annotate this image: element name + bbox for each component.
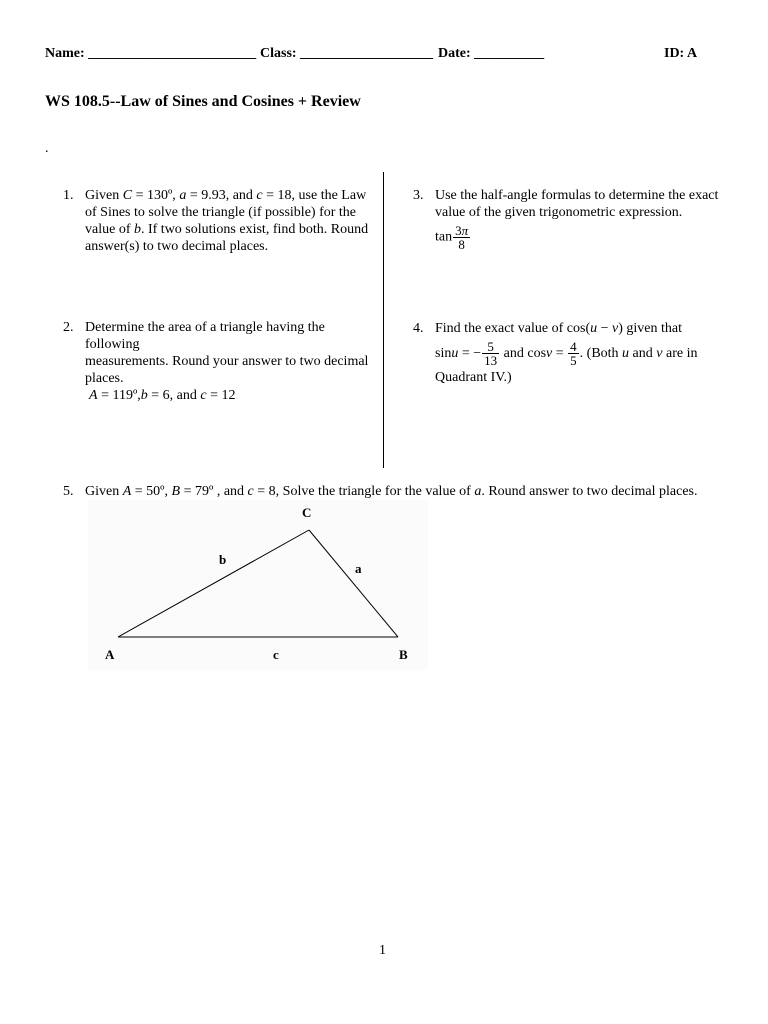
coef: 3 xyxy=(455,223,462,238)
text: and cos xyxy=(500,346,547,361)
text: . Round answer to two decimal places. xyxy=(481,484,698,499)
text: = 119º, xyxy=(97,388,141,403)
var-u: u xyxy=(451,346,459,361)
question-number: 2. xyxy=(63,320,74,335)
triangle-figure xyxy=(88,500,428,670)
text-line: Quadrant IV.) xyxy=(435,370,512,385)
text: = 8, Solve the triangle for the value of xyxy=(253,484,475,499)
text: Given xyxy=(85,484,123,499)
text: = 130º, xyxy=(132,188,180,203)
text: = − xyxy=(458,346,482,361)
var-c: c xyxy=(200,388,207,403)
fraction xyxy=(453,224,470,251)
date-field-label: Date: __________ xyxy=(438,46,545,61)
question-4-text xyxy=(435,320,735,386)
text: Given xyxy=(85,188,123,203)
var-c: c xyxy=(256,188,263,203)
side-c-label: c xyxy=(273,647,279,662)
text: = xyxy=(552,346,568,361)
function-name: tan xyxy=(435,229,453,245)
side-a-line xyxy=(309,530,398,637)
side-a-label: a xyxy=(355,561,362,576)
question-number: 3. xyxy=(413,188,424,203)
name-field-label: Name: ________________________ xyxy=(45,46,257,61)
text-line: of Sines to solve the triangle (if possible) for the xyxy=(85,205,356,220)
question-5-text xyxy=(85,483,745,500)
var-B: B xyxy=(171,484,181,499)
fraction-denominator: 13 xyxy=(484,353,498,369)
fraction-denominator: 8 xyxy=(458,237,465,252)
text-line: Use the half-angle formulas to determine the exact xyxy=(435,188,719,203)
text-line: value of the given trigonometric expression. xyxy=(435,205,683,220)
text: . (Both xyxy=(579,346,623,361)
var-A: A xyxy=(89,388,98,403)
fraction xyxy=(568,340,579,367)
text-line: measurements. Round your answer to two decimal xyxy=(85,354,369,369)
class-field-label: Class: ___________________ xyxy=(260,46,434,61)
fraction-numerator xyxy=(453,224,470,238)
text: = 6, and xyxy=(147,388,201,403)
var-a: a xyxy=(179,188,187,203)
var-v: v xyxy=(656,346,663,361)
text-line: answer(s) to two decimal places. xyxy=(85,239,269,254)
pi-symbol: π xyxy=(461,223,469,238)
id-label: ID: A xyxy=(664,46,698,61)
var-A: A xyxy=(122,484,132,499)
page-number: 1 xyxy=(379,943,386,958)
text: value of xyxy=(85,222,134,237)
var-a: a xyxy=(474,484,482,499)
vertex-c-label: C xyxy=(302,505,312,520)
text: and xyxy=(629,346,657,361)
text: . If two solutions exist, find both. Round xyxy=(140,222,369,237)
vertex-b-label: B xyxy=(399,647,408,662)
question-3-text xyxy=(435,187,735,251)
text: = 9.93, and xyxy=(186,188,257,203)
fraction-denominator: 5 xyxy=(570,353,577,369)
fraction-numerator: 4 xyxy=(570,339,577,355)
var-b: b xyxy=(133,222,141,237)
text: Find the exact value of cos xyxy=(435,321,586,336)
fraction xyxy=(482,340,499,367)
question-number: 1. xyxy=(63,188,74,203)
text: ) xyxy=(618,321,623,336)
text: = 50º, xyxy=(131,484,172,499)
question-number: 5. xyxy=(63,484,74,499)
question-2-text xyxy=(85,319,380,404)
side-b-label: b xyxy=(219,552,227,567)
var-u: u xyxy=(590,321,598,336)
fraction-numerator: 5 xyxy=(482,340,499,354)
text: = 12 xyxy=(206,388,236,403)
var-v: v xyxy=(612,321,619,336)
text: − xyxy=(597,321,613,336)
text: sin xyxy=(435,346,452,361)
var-u: u xyxy=(622,346,630,361)
var-v: v xyxy=(546,346,553,361)
worksheet-title: WS 108.5--Law of Sines and Cosines + Review xyxy=(45,93,361,110)
question-1-text xyxy=(85,187,380,255)
vertex-a-label: A xyxy=(105,647,115,662)
var-C: C xyxy=(122,188,133,203)
text: ( xyxy=(585,321,591,336)
side-b-line xyxy=(118,530,309,637)
text: = 18, use the Law xyxy=(262,188,367,203)
triangle-diagram xyxy=(88,500,428,670)
question-number: 4. xyxy=(413,321,424,336)
stray-mark: . xyxy=(45,141,49,156)
text: = 79º , and xyxy=(180,484,248,499)
text: given that xyxy=(622,321,683,336)
column-divider xyxy=(383,172,384,468)
var-b: b xyxy=(140,388,148,403)
var-c: c xyxy=(247,484,254,499)
text: are in xyxy=(662,346,698,361)
text-line: Determine the area of a triangle having the following xyxy=(85,320,325,352)
text-line: places. xyxy=(85,371,124,386)
